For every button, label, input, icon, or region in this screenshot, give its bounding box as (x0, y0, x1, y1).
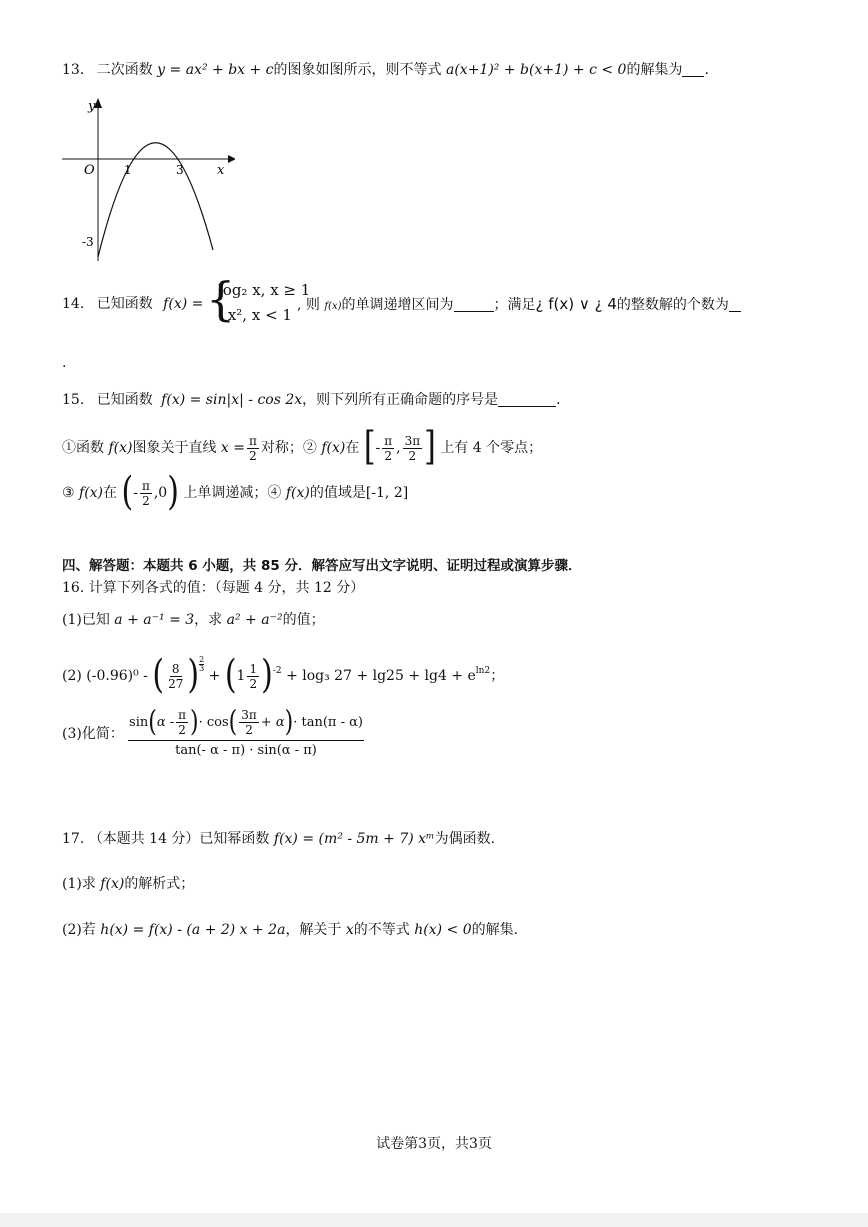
q16-p2-end: ； (490, 668, 505, 684)
q16-p2-rest: + log₃ 27 + lg25 + lg4 + e (286, 668, 476, 684)
q15-p3-frac: $\frac{\pi}{2}$ (141, 478, 150, 508)
q15-p2-fx: f(x) (321, 440, 346, 456)
q14-answer-blank-1[interactable] (454, 297, 494, 312)
tick-neg3-label: -3 (82, 235, 94, 249)
q16-p2-mixed-frac: $\frac{1}{2}$ (249, 661, 258, 691)
bottom-strip (0, 1213, 868, 1227)
q17-p2-a: (2)若 (62, 922, 96, 938)
q16-p3-cos: · cos (198, 715, 229, 730)
q15-p3-a: ③ (62, 485, 75, 501)
page-footer: 试卷第3页，共3页 (376, 1136, 492, 1152)
q14-text-e: 的整数解的个数为 (616, 297, 729, 313)
q16-p2-rparen1: ) (187, 652, 200, 699)
q15-p1-a: ①函数 (62, 440, 104, 456)
section-4-heading: 四、解答题：本题共 6 小题，共 85 分．解答应写出文字说明、证明过程或演算步骤． (62, 558, 582, 574)
q16-p1-expr: a + a⁻¹ = 3 (114, 612, 195, 628)
q15-p3-sign: - (133, 485, 138, 501)
q16-p3-label: (3)化简： (62, 726, 124, 742)
q17-header-b: 为偶函数. (434, 831, 496, 847)
q13-text-c: 的解集为 (626, 62, 683, 78)
q16-p2-plus: + (208, 668, 221, 684)
q16-part2 (62, 652, 505, 699)
q13-text-a: 二次函数 (96, 62, 153, 78)
q16-p2-frac: $\frac{8}{27}$ (168, 661, 184, 691)
q15-p2-lfrac: $\frac{\pi}{2}$ (384, 433, 393, 463)
q16-p3-alpha-minus: α - (156, 715, 175, 730)
q15-p3-rparen: ) (167, 469, 179, 516)
q16-p2-label: (2) (62, 668, 82, 684)
q16-p3-tan: · tan(π - α) (293, 715, 363, 730)
q13-text-b: 的图象如图所示，则不等式 (273, 62, 442, 78)
q16-p3-paren-2: ) (190, 705, 199, 739)
q15-number: 15. (62, 392, 85, 408)
q15-p1-b: 图象关于直线 (132, 440, 217, 456)
q16-p3-paren-3: ( (228, 705, 238, 739)
q17-header (62, 829, 495, 849)
q17-p1-fx: f(x) (100, 876, 125, 892)
q13-answer-blank[interactable] (682, 62, 704, 77)
q16-p3-fraction (128, 706, 364, 761)
q15-p2-sign: - (375, 440, 381, 456)
q16-p2-exp2: -2 (272, 666, 282, 676)
q14-text-b: , 则 (297, 297, 320, 313)
q16-p1-expr2: a² + a⁻² (226, 612, 283, 628)
q14-case1: log₂ x, x ≥ 1 (218, 281, 311, 299)
q16-p1-a: (1)已知 (62, 612, 110, 628)
q16-p1-b: ，求 (194, 612, 223, 628)
q14-text-d: ；满足 (493, 297, 536, 313)
q15-p2-lbracket: [ (363, 424, 376, 471)
q15-p3-c: 上单调递减；④ (183, 485, 282, 501)
q15-p3-zero: ,0 (153, 485, 168, 501)
q16-p3-paren-1: ( (148, 705, 157, 739)
q17-p2-x: x (345, 922, 354, 938)
q16-p3-frac-pi2: $\frac{\pi}{2}$ (178, 708, 187, 737)
q16-p2-lparen1: ( (152, 652, 165, 699)
origin-label: O (84, 163, 95, 178)
q15-p1-frac: $\frac{\pi}{2}$ (249, 433, 257, 463)
q16-p3-paren-4: ) (284, 705, 294, 739)
q13-number: 13. (62, 62, 85, 78)
q15-text-b: ，则下列所有正确命题的序号是 (302, 392, 499, 408)
q16-p2-mixed-int: 1 (236, 668, 246, 684)
q15-p2-rbracket: ] (424, 424, 436, 471)
q13-inequality: a(x+1)² + b(x+1) + c < 0 (445, 62, 627, 78)
q15-props-1-2: ①函数 f(x)图象关于直线 x = $\frac{\pi}{2}$ 对称；② f(x)在 [- $\frac{\pi}{2}$ , $\frac{3\pi}{2}$ ] 上有 4 个零点； (62, 424, 543, 471)
q17-p2-d: 的解集. (471, 922, 519, 938)
q15-text (62, 390, 561, 410)
q17-fx: f(x) = (m² - 5m + 7) xᵐ (273, 831, 435, 847)
q14-fx-small: f(x) (324, 301, 342, 312)
q17-p2-c: 的不等式 (353, 922, 410, 938)
q16-header: 16. 计算下列各式的值：（每题 4 分，共 12 分） (62, 580, 365, 596)
q17-p1-b: 的解析式； (124, 876, 195, 892)
q14-text-c: 的单调递增区间为 (341, 297, 454, 313)
q15-fx: f(x) = sin|x| - cos 2x (161, 392, 303, 408)
q14-brace: { (206, 272, 236, 326)
y-axis-label: y (88, 99, 96, 114)
q15-p2-a: 在 (345, 440, 360, 456)
q17-p2-b: ，解关于 (285, 922, 342, 938)
q13-function: y = ax² + bx + c (157, 62, 274, 78)
q16-p2-lparen2: ( (224, 652, 237, 699)
q15-p4-a: 的值域是 (309, 485, 366, 501)
q15-p3-b: 在 (103, 485, 118, 501)
q13-end: . (704, 62, 709, 78)
q16-p2-rparen2: ) (261, 652, 273, 699)
q15-p2-rfrac: $\frac{3\pi}{2}$ (404, 433, 421, 463)
q15-text-a: 已知函数 (96, 392, 153, 408)
q14-fx: f(x) = (163, 296, 204, 312)
q17-p2-expr: h(x) = f(x) - (a + 2) x + 2a (100, 922, 286, 938)
q16-p3-plus-alpha: + α (260, 715, 285, 730)
q16-p2-term1: (-0.96)⁰ - (86, 668, 148, 684)
q16-p3-denominator: tan(- α - π) · sin(α - π) (175, 743, 317, 758)
q17-header-a: 17. （本题共 14 分）已知幂函数 (62, 831, 270, 847)
q15-props-3-4 (62, 469, 409, 516)
q16-p3-numerator (128, 706, 364, 741)
q13-parabola-graph (60, 96, 235, 261)
q16-p2-exponent: $\frac{2}{3}$ (199, 655, 205, 673)
q16-p2-e-exp: ln2 (475, 666, 491, 676)
q15-p1-x: x = (220, 440, 245, 456)
q14-case2: - x², x < 1 (218, 306, 292, 324)
q15-p3-fx: f(x) (79, 485, 104, 501)
tick-3-label: 3 (176, 163, 184, 177)
q13-text (62, 60, 709, 80)
q14-dot: . (62, 355, 67, 371)
q15-answer-blank[interactable] (498, 392, 556, 407)
x-axis-arrow (228, 155, 235, 163)
x-axis-label: x (217, 163, 225, 178)
q17-p1-a: (1)求 (62, 876, 96, 892)
parabola-curve (98, 143, 213, 257)
q14-text-rest (297, 294, 741, 317)
q14-answer-blank-2[interactable] (729, 297, 741, 312)
q16-p1-c: 的值； (282, 612, 325, 628)
q15-p3-lparen: ( (121, 469, 134, 516)
q15-p2-b: 上有 4 个零点； (440, 440, 543, 456)
q16-part1 (62, 610, 325, 630)
q14-text (62, 294, 203, 314)
q15-end: . (556, 392, 561, 408)
tick-1-label: 1 (124, 163, 132, 177)
q17-p2-ineq: h(x) < 0 (414, 922, 472, 938)
q17-part1 (62, 874, 194, 894)
q15-p1-fx: f(x) (108, 440, 133, 456)
q14-text-a: 已知函数 (96, 296, 153, 312)
q15-p4-range: [-1, 2] (365, 485, 409, 501)
q14-number: 14. (62, 296, 85, 312)
q15-p1-c: 对称；② (260, 440, 317, 456)
q14-garbled-expression: ¿ f(x) ∨ ¿ 4 (535, 295, 617, 313)
q16-p3-frac-3pi2: $\frac{3\pi}{2}$ (241, 708, 257, 737)
q16-p3-sin: sin (129, 715, 149, 730)
q17-part2 (62, 920, 518, 940)
q15-p4-fx: f(x) (285, 485, 310, 501)
